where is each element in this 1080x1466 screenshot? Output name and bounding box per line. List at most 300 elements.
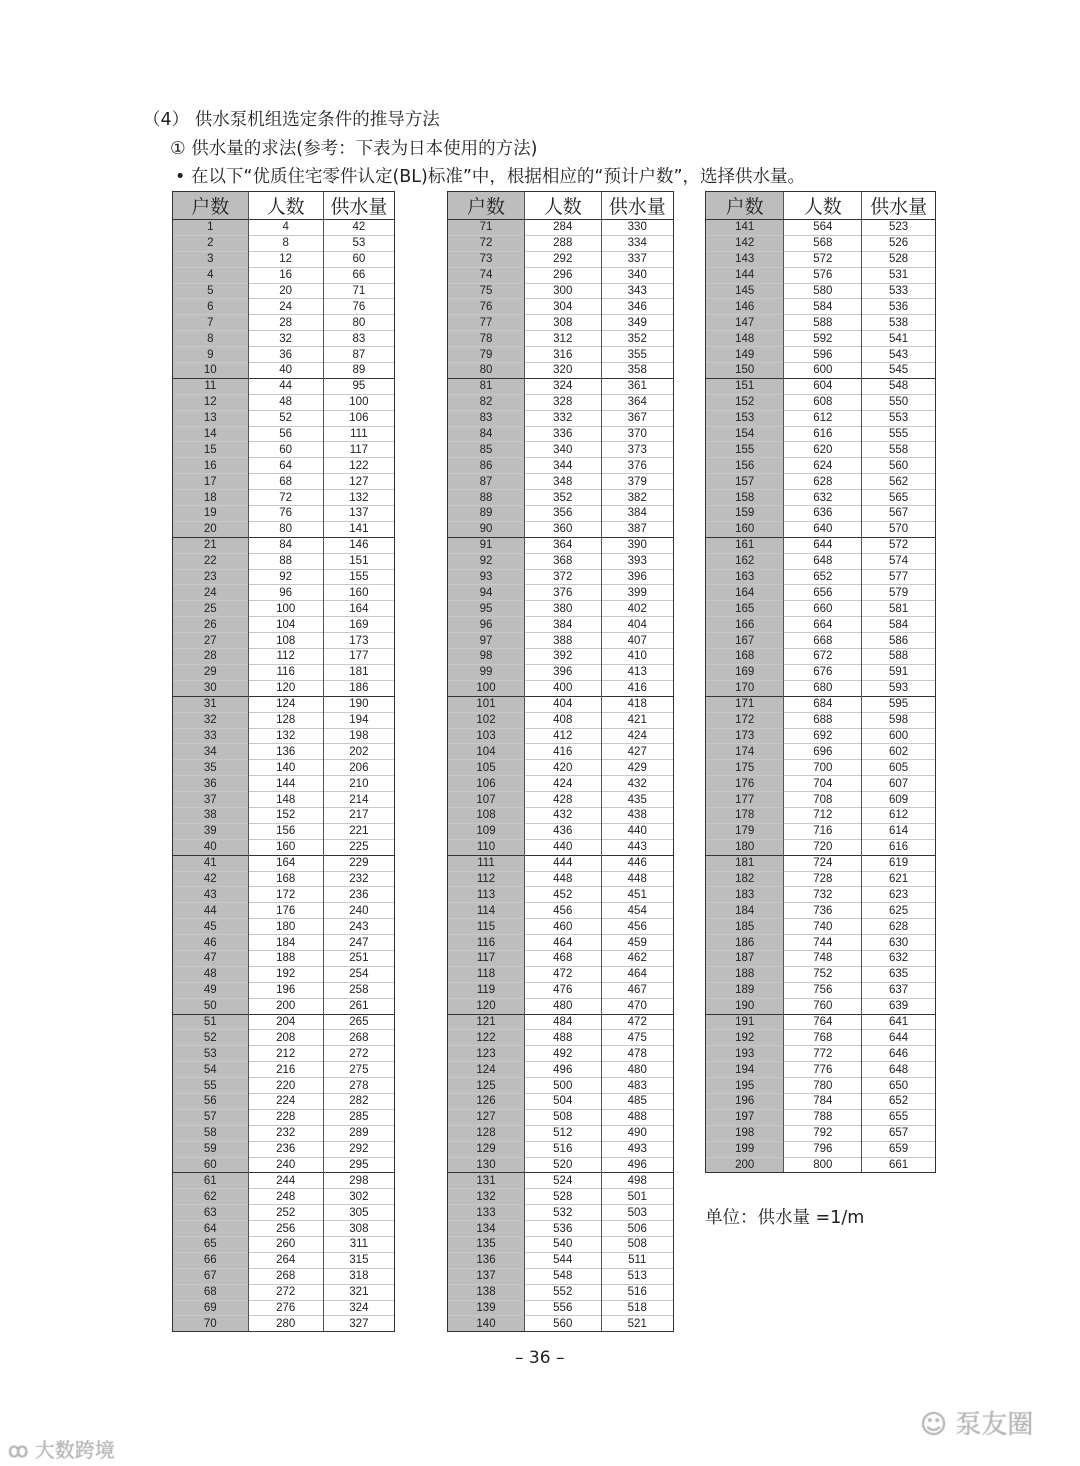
supply-cell: 650: [862, 1078, 935, 1094]
people-cell: 640: [784, 521, 862, 537]
people-cell: 680: [784, 680, 862, 696]
table-row: [173, 1316, 394, 1331]
people-cell: 316: [525, 347, 602, 363]
table-row: [706, 283, 935, 299]
people-cell: 796: [784, 1141, 862, 1157]
supply-cell: 66: [323, 267, 394, 283]
households-cell: 146: [706, 299, 784, 315]
table-row: [706, 649, 935, 665]
table-row: [706, 1062, 935, 1078]
table-row: [448, 601, 673, 617]
table-row: [706, 839, 935, 855]
households-cell: 135: [448, 1237, 525, 1253]
people-cell: 168: [248, 871, 323, 887]
households-cell: 6: [173, 299, 248, 315]
supply-cell: 609: [862, 792, 935, 808]
households-cell: 108: [448, 807, 525, 823]
people-cell: 452: [525, 887, 602, 903]
watermark-left-logo: [8, 1434, 115, 1463]
households-cell: 166: [706, 617, 784, 633]
households-cell: 186: [706, 935, 784, 951]
people-cell: 512: [525, 1125, 602, 1141]
table-row: [173, 649, 394, 665]
households-cell: 119: [448, 982, 525, 998]
people-cell: 308: [525, 315, 602, 331]
people-cell: 8: [248, 235, 323, 251]
households-cell: 11: [173, 378, 248, 394]
people-cell: 656: [784, 585, 862, 601]
people-cell: 4: [248, 220, 323, 236]
table-row: [173, 744, 394, 760]
households-cell: 107: [448, 792, 525, 808]
table-row: [173, 1221, 394, 1237]
people-cell: 756: [784, 982, 862, 998]
supply-cell: 308: [323, 1221, 394, 1237]
table-row: [706, 458, 935, 474]
supply-cell: 562: [862, 474, 935, 490]
households-cell: 9: [173, 347, 248, 363]
table-row: [706, 553, 935, 569]
table-row: [448, 537, 673, 553]
households-cell: 62: [173, 1189, 248, 1205]
households-cell: 167: [706, 633, 784, 649]
supply-cell: 198: [323, 728, 394, 744]
people-cell: 36: [248, 347, 323, 363]
people-cell: 676: [784, 664, 862, 680]
table-row: [706, 378, 935, 394]
table-row: [173, 1109, 394, 1125]
people-cell: 616: [784, 426, 862, 442]
people-cell: 600: [784, 363, 862, 379]
households-cell: 80: [448, 363, 525, 379]
people-cell: 236: [248, 1141, 323, 1157]
people-cell: 684: [784, 696, 862, 712]
people-cell: 56: [248, 426, 323, 442]
households-cell: 3: [173, 251, 248, 267]
supply-cell: 612: [862, 807, 935, 823]
table-row: [448, 1078, 673, 1094]
households-cell: 183: [706, 887, 784, 903]
people-cell: 48: [248, 394, 323, 410]
people-cell: 552: [525, 1284, 602, 1300]
data-table: [706, 192, 935, 1172]
people-cell: 632: [784, 490, 862, 506]
people-cell: 192: [248, 966, 323, 982]
supply-cell: 60: [323, 251, 394, 267]
table-row: [706, 871, 935, 887]
table-row: [706, 903, 935, 919]
supply-cell: 464: [601, 966, 673, 982]
supply-cell: 232: [323, 871, 394, 887]
people-cell: 116: [248, 664, 323, 680]
households-cell: 196: [706, 1093, 784, 1109]
households-cell: 128: [448, 1125, 525, 1141]
people-cell: 372: [525, 569, 602, 585]
supply-cell: 528: [862, 251, 935, 267]
supply-cell: 318: [323, 1268, 394, 1284]
people-cell: 560: [525, 1316, 602, 1331]
households-cell: 93: [448, 569, 525, 585]
households-cell: 168: [706, 649, 784, 665]
households-cell: 193: [706, 1046, 784, 1062]
people-cell: 508: [525, 1109, 602, 1125]
households-cell: 169: [706, 664, 784, 680]
table-row: [448, 1157, 673, 1173]
people-cell: 532: [525, 1205, 602, 1221]
supply-cell: 577: [862, 569, 935, 585]
people-cell: 220: [248, 1078, 323, 1094]
supply-cell: 236: [323, 887, 394, 903]
people-cell: 364: [525, 537, 602, 553]
supply-cell: 598: [862, 712, 935, 728]
supply-cell: 352: [601, 331, 673, 347]
table-row: [448, 394, 673, 410]
table-row: [173, 776, 394, 792]
households-cell: 117: [448, 950, 525, 966]
households-cell: 10: [173, 363, 248, 379]
people-cell: 76: [248, 506, 323, 522]
supply-cell: 390: [601, 537, 673, 553]
households-cell: 49: [173, 982, 248, 998]
table-row: [448, 490, 673, 506]
people-cell: 424: [525, 776, 602, 792]
households-cell: 121: [448, 1014, 525, 1030]
supply-cell: 298: [323, 1173, 394, 1189]
table-row: [706, 1109, 935, 1125]
data-table: [173, 192, 394, 1331]
supply-cell: 89: [323, 363, 394, 379]
supply-cell: 330: [601, 220, 673, 236]
households-cell: 161: [706, 537, 784, 553]
people-cell: 412: [525, 728, 602, 744]
table-row: [173, 807, 394, 823]
supply-cell: 478: [601, 1046, 673, 1062]
people-cell: 44: [248, 378, 323, 394]
people-cell: 760: [784, 998, 862, 1014]
page-number: – 36 –: [515, 1348, 565, 1368]
people-cell: 112: [248, 649, 323, 665]
table-row: [706, 394, 935, 410]
households-cell: 102: [448, 712, 525, 728]
people-cell: 172: [248, 887, 323, 903]
people-cell: 556: [525, 1300, 602, 1316]
supply-cell: 76: [323, 299, 394, 315]
table-row: [448, 251, 673, 267]
supply-cell: 343: [601, 283, 673, 299]
people-cell: 296: [525, 267, 602, 283]
supply-cell: 661: [862, 1157, 935, 1172]
people-cell: 252: [248, 1205, 323, 1221]
households-cell: 141: [706, 220, 784, 236]
people-cell: 300: [525, 283, 602, 299]
table-row: [706, 474, 935, 490]
supply-cell: 418: [601, 696, 673, 712]
households-cell: 175: [706, 760, 784, 776]
households-cell: 184: [706, 903, 784, 919]
people-cell: 72: [248, 490, 323, 506]
people-cell: 288: [525, 235, 602, 251]
supply-cell: 111: [323, 426, 394, 442]
households-cell: 71: [448, 220, 525, 236]
households-cell: 130: [448, 1157, 525, 1173]
watermark-left-text: 大数跨境: [34, 1438, 115, 1462]
table-row: [173, 347, 394, 363]
table-row: [448, 1093, 673, 1109]
households-cell: 32: [173, 712, 248, 728]
supply-cell: 321: [323, 1284, 394, 1300]
people-cell: 104: [248, 617, 323, 633]
table-row: [706, 537, 935, 553]
table-row: [173, 760, 394, 776]
supply-cell: 498: [601, 1173, 673, 1189]
watermark-right-logo: [920, 1404, 1033, 1441]
households-cell: 7: [173, 315, 248, 331]
table-row: [173, 1141, 394, 1157]
table-row: [706, 664, 935, 680]
people-cell: 536: [525, 1221, 602, 1237]
people-cell: 124: [248, 696, 323, 712]
people-cell: 728: [784, 871, 862, 887]
people-cell: 800: [784, 1157, 862, 1172]
households-cell: 8: [173, 331, 248, 347]
people-cell: 320: [525, 363, 602, 379]
people-cell: 208: [248, 1030, 323, 1046]
table-row: [448, 220, 673, 236]
supply-cell: 595: [862, 696, 935, 712]
households-cell: 200: [706, 1157, 784, 1172]
table-row: [173, 235, 394, 251]
people-cell: 28: [248, 315, 323, 331]
table-row: [706, 998, 935, 1014]
supply-cell: 80: [323, 315, 394, 331]
table-row: [173, 1237, 394, 1253]
households-cell: 90: [448, 521, 525, 537]
households-cell: 19: [173, 506, 248, 522]
supply-cell: 493: [601, 1141, 673, 1157]
table-row: [706, 1030, 935, 1046]
people-cell: 688: [784, 712, 862, 728]
households-cell: 95: [448, 601, 525, 617]
people-cell: 604: [784, 378, 862, 394]
table-row: [448, 1189, 673, 1205]
table-row: [706, 521, 935, 537]
unit-note: 单位：供水量 =1/m: [705, 1208, 865, 1228]
supply-cell: 407: [601, 633, 673, 649]
people-cell: 776: [784, 1062, 862, 1078]
column-header: 户数: [173, 192, 248, 220]
people-cell: 40: [248, 363, 323, 379]
supply-cell: 545: [862, 363, 935, 379]
households-cell: 125: [448, 1078, 525, 1094]
table-row: [173, 887, 394, 903]
supply-cell: 574: [862, 553, 935, 569]
households-cell: 188: [706, 966, 784, 982]
households-cell: 111: [448, 855, 525, 871]
supply-cell: 572: [862, 537, 935, 553]
column-header: 人数: [784, 192, 862, 220]
people-cell: 752: [784, 966, 862, 982]
households-cell: 91: [448, 537, 525, 553]
people-cell: 180: [248, 919, 323, 935]
supply-cell: 302: [323, 1189, 394, 1205]
people-cell: 344: [525, 458, 602, 474]
people-cell: 480: [525, 998, 602, 1014]
table-row: [173, 1046, 394, 1062]
households-cell: 176: [706, 776, 784, 792]
supply-cell: 503: [601, 1205, 673, 1221]
people-cell: 100: [248, 601, 323, 617]
supply-cell: 217: [323, 807, 394, 823]
table-row: [706, 950, 935, 966]
supply-cell: 543: [862, 347, 935, 363]
supply-cell: 424: [601, 728, 673, 744]
supply-cell: 435: [601, 792, 673, 808]
people-cell: 744: [784, 935, 862, 951]
table-row: [706, 1093, 935, 1109]
supply-cell: 646: [862, 1046, 935, 1062]
table-row: [706, 1014, 935, 1030]
supply-cell: 373: [601, 442, 673, 458]
supply-cell: 448: [601, 871, 673, 887]
households-cell: 164: [706, 585, 784, 601]
table-row: [173, 410, 394, 426]
people-cell: 528: [525, 1189, 602, 1205]
table-row: [173, 283, 394, 299]
supply-cell: 550: [862, 394, 935, 410]
table-row: [448, 903, 673, 919]
households-cell: 58: [173, 1125, 248, 1141]
supply-cell: 285: [323, 1109, 394, 1125]
households-cell: 67: [173, 1268, 248, 1284]
table-row: [706, 935, 935, 951]
table-row: [173, 664, 394, 680]
table-row: [706, 792, 935, 808]
table-row: [173, 1252, 394, 1268]
supply-cell: 533: [862, 283, 935, 299]
people-cell: 440: [525, 839, 602, 855]
supply-cell: 265: [323, 1014, 394, 1030]
people-cell: 488: [525, 1030, 602, 1046]
households-cell: 122: [448, 1030, 525, 1046]
people-cell: 324: [525, 378, 602, 394]
supply-cell: 190: [323, 696, 394, 712]
table-row: [173, 474, 394, 490]
households-cell: 157: [706, 474, 784, 490]
people-cell: 196: [248, 982, 323, 998]
table-row: [448, 1109, 673, 1125]
table-row: [706, 966, 935, 982]
households-cell: 77: [448, 315, 525, 331]
households-cell: 143: [706, 251, 784, 267]
table-row: [706, 569, 935, 585]
table-row: [706, 823, 935, 839]
supply-cell: 402: [601, 601, 673, 617]
people-cell: 24: [248, 299, 323, 315]
supply-cell: 429: [601, 760, 673, 776]
households-cell: 177: [706, 792, 784, 808]
households-cell: 142: [706, 235, 784, 251]
people-cell: 408: [525, 712, 602, 728]
column-header: 人数: [525, 192, 602, 220]
supply-table-1: [172, 191, 395, 1332]
households-cell: 98: [448, 649, 525, 665]
people-cell: 212: [248, 1046, 323, 1062]
supply-cell: 511: [601, 1252, 673, 1268]
table-row: [706, 919, 935, 935]
supply-cell: 652: [862, 1093, 935, 1109]
households-cell: 1: [173, 220, 248, 236]
table-row: [173, 871, 394, 887]
people-cell: 200: [248, 998, 323, 1014]
table-row: [448, 283, 673, 299]
supply-cell: 538: [862, 315, 935, 331]
people-cell: 368: [525, 553, 602, 569]
supply-cell: 315: [323, 1252, 394, 1268]
supply-cell: 438: [601, 807, 673, 823]
supply-cell: 440: [601, 823, 673, 839]
table-row: [173, 998, 394, 1014]
table-row: [706, 760, 935, 776]
supply-cell: 95: [323, 378, 394, 394]
supply-cell: 364: [601, 394, 673, 410]
table-row: [706, 855, 935, 871]
households-cell: 145: [706, 283, 784, 299]
table-row: [173, 315, 394, 331]
people-cell: 108: [248, 633, 323, 649]
table-row: [448, 1125, 673, 1141]
table-row: [173, 585, 394, 601]
table-row: [706, 235, 935, 251]
people-cell: 268: [248, 1268, 323, 1284]
supply-cell: 289: [323, 1125, 394, 1141]
table-row: [173, 251, 394, 267]
supply-cell: 641: [862, 1014, 935, 1030]
table-row: [448, 426, 673, 442]
people-cell: 564: [784, 220, 862, 236]
people-cell: 740: [784, 919, 862, 935]
supply-cell: 513: [601, 1268, 673, 1284]
households-cell: 115: [448, 919, 525, 935]
people-cell: 624: [784, 458, 862, 474]
households-cell: 39: [173, 823, 248, 839]
people-cell: 280: [248, 1316, 323, 1331]
table-row: [448, 363, 673, 379]
households-cell: 137: [448, 1268, 525, 1284]
supply-cell: 421: [601, 712, 673, 728]
supply-cell: 600: [862, 728, 935, 744]
households-cell: 76: [448, 299, 525, 315]
households-cell: 140: [448, 1316, 525, 1331]
households-cell: 24: [173, 585, 248, 601]
table-row: [448, 744, 673, 760]
households-cell: 18: [173, 490, 248, 506]
table-row: [448, 1252, 673, 1268]
supply-cell: 619: [862, 855, 935, 871]
table-row: [448, 633, 673, 649]
people-cell: 628: [784, 474, 862, 490]
table-row: [706, 315, 935, 331]
people-cell: 588: [784, 315, 862, 331]
supply-cell: 225: [323, 839, 394, 855]
table-row: [706, 601, 935, 617]
table-row: [448, 569, 673, 585]
table-row: [173, 680, 394, 696]
table-row: [448, 378, 673, 394]
table-row: [173, 617, 394, 633]
people-cell: 784: [784, 1093, 862, 1109]
supply-cell: 472: [601, 1014, 673, 1030]
people-cell: 52: [248, 410, 323, 426]
